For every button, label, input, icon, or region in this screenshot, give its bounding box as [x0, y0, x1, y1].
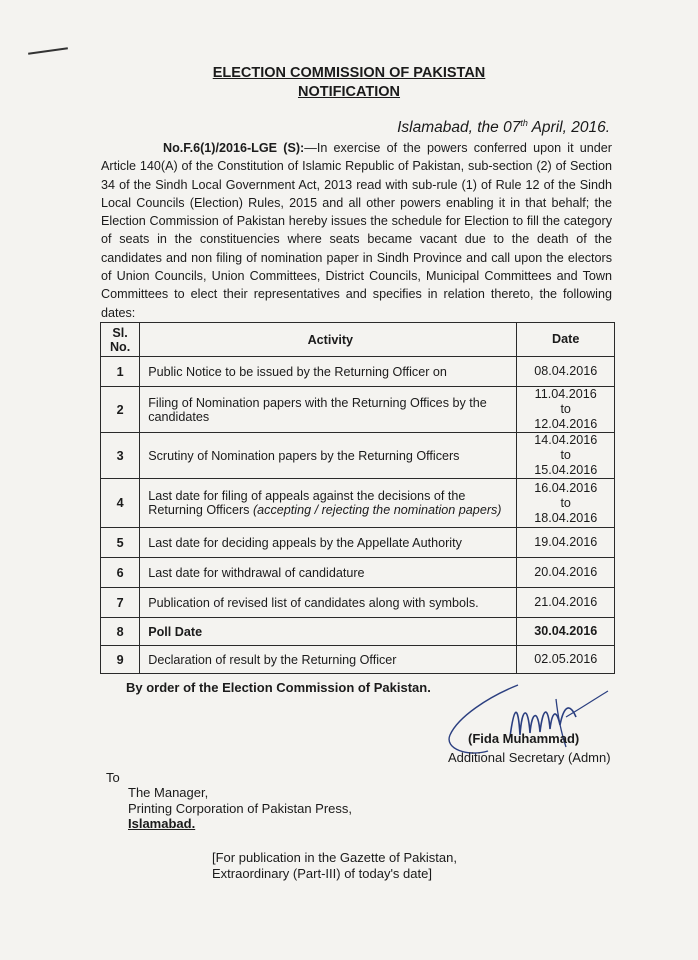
row-date — [517, 646, 615, 674]
date-line: 12.04.2016 — [534, 417, 598, 431]
address-block — [128, 785, 352, 832]
signer-designation: Additional Secretary (Admn) — [448, 750, 611, 765]
date-line: 02.05.2016 — [534, 652, 598, 666]
publication-note — [212, 850, 457, 881]
date-superscript: th — [520, 118, 528, 128]
row-sl: 3 — [101, 433, 140, 479]
row-date — [517, 387, 615, 433]
row-activity — [140, 357, 517, 387]
notification-ref: No.F.6(1)/2016-LGE (S): — [163, 141, 305, 155]
activity-note: (accepting / rejecting the nomination papers) — [252, 503, 502, 517]
header-activity: Activity — [140, 323, 517, 357]
schedule-row — [101, 479, 615, 528]
row-sl: 4 — [101, 479, 140, 528]
activity-text: Declaration of result by the Returning Officer — [148, 652, 397, 667]
schedule-header-row — [101, 323, 615, 357]
activity-text: Last date for deciding appeals by the Appellate Authority — [148, 535, 462, 550]
schedule-row — [101, 387, 615, 433]
page-subtitle: NOTIFICATION — [297, 84, 401, 100]
row-sl: 1 — [101, 357, 140, 387]
activity-text: Publication of revised list of candidates along with symbols. — [148, 595, 479, 610]
date-line: 18.04.2016 — [534, 510, 598, 525]
address-line-1: The Manager, — [128, 785, 209, 800]
activity-text: Last date for withdrawal of candidature — [148, 565, 365, 580]
row-activity — [140, 387, 517, 433]
header-date: Date — [517, 323, 615, 357]
date-line: 15.04.2016 — [534, 463, 598, 477]
to-label: To — [106, 770, 120, 785]
row-activity — [140, 618, 517, 646]
row-date — [517, 528, 615, 558]
row-activity — [140, 588, 517, 618]
schedule-row — [101, 588, 615, 618]
date-line: 11.04.2016 — [534, 387, 597, 401]
row-sl: 7 — [101, 588, 140, 618]
row-activity — [140, 479, 517, 528]
schedule-body — [101, 357, 615, 674]
row-date — [517, 618, 615, 646]
date-line: 21.04.2016 — [534, 595, 598, 609]
activity-text: Last date for filing of appeals against the decisions of the Returning Officers — [148, 489, 466, 517]
schedule-row — [101, 433, 615, 479]
date-line: 30.04.2016 — [534, 624, 598, 638]
row-sl: 8 — [101, 618, 140, 646]
order-line: By order of the Election Commission of Pakistan. — [126, 680, 431, 695]
notification-paragraph — [101, 139, 612, 322]
date-line — [397, 118, 610, 137]
page-title: ELECTION COMMISSION OF PAKISTAN — [212, 65, 486, 81]
row-sl: 9 — [101, 646, 140, 674]
row-sl: 5 — [101, 528, 140, 558]
pen-mark — [28, 47, 68, 55]
row-date — [517, 357, 615, 387]
publication-line-2: Extraordinary (Part-III) of today's date] — [212, 865, 432, 881]
date-line: 20.04.2016 — [534, 565, 598, 579]
activity-text: Filing of Nomination papers with the Returning Offices by the candidates — [148, 395, 487, 424]
row-date — [517, 588, 615, 618]
date-line: to — [560, 448, 571, 462]
row-activity — [140, 433, 517, 479]
address-line-2: Printing Corporation of Pakistan Press, — [128, 800, 352, 816]
schedule-row — [101, 618, 615, 646]
address-city: Islamabad. — [128, 816, 196, 831]
signer-name: (Fida Muhammad) — [468, 731, 580, 746]
date-line: 08.04.2016 — [534, 364, 598, 378]
row-activity — [140, 528, 517, 558]
date-prefix: Islamabad, the 07 — [397, 119, 521, 137]
row-sl: 2 — [101, 387, 140, 433]
activity-text: Scrutiny of Nomination papers by the Returning Officers — [148, 448, 460, 463]
row-date — [517, 433, 615, 479]
schedule-row — [101, 558, 615, 588]
date-line: 19.04.2016 — [534, 535, 598, 549]
activity-text: Public Notice to be issued by the Returning Officer on — [148, 364, 447, 379]
row-date — [517, 479, 615, 528]
activity-text: Poll Date — [148, 624, 203, 639]
date-line: to — [560, 495, 571, 510]
date-suffix: April, 2016. — [527, 119, 610, 137]
row-sl: 6 — [101, 558, 140, 588]
schedule-row — [101, 646, 615, 674]
schedule-row — [101, 528, 615, 558]
schedule-row — [101, 357, 615, 387]
date-line: 14.04.2016 — [534, 433, 598, 447]
header-sl: Sl. No. — [101, 323, 140, 357]
publication-line-1: [For publication in the Gazette of Pakistan, — [212, 850, 457, 865]
row-date — [517, 558, 615, 588]
notification-body: —In exercise of the powers conferred upon it under Article 140(A) of the Constitution of Islamic Republic of Pakistan, sub-section (2) of Section 34 of the Sindh Local Government Act, 2013 read with sub-rule (1) of Rule 12 of the Sindh Local Councils (Election) Rules, 2015 and all other powers enabling it in that behalf; the Election Commission of Pakistan hereby issues the schedule for Election to fill the category of seats in the constituencies where seats became vacant due to the death of the candidates and non filing of nomination paper in Sindh Province and call upon the electors of Union Councils, Union Committees, District Councils, Municipal Committees and Town Committees to elect their representatives and specifies in relation thereto, the following dates: — [101, 141, 612, 320]
date-line: 16.04.2016 — [534, 480, 598, 495]
row-activity — [140, 646, 517, 674]
row-activity — [140, 558, 517, 588]
date-line: to — [560, 402, 571, 416]
schedule-table — [100, 322, 615, 674]
